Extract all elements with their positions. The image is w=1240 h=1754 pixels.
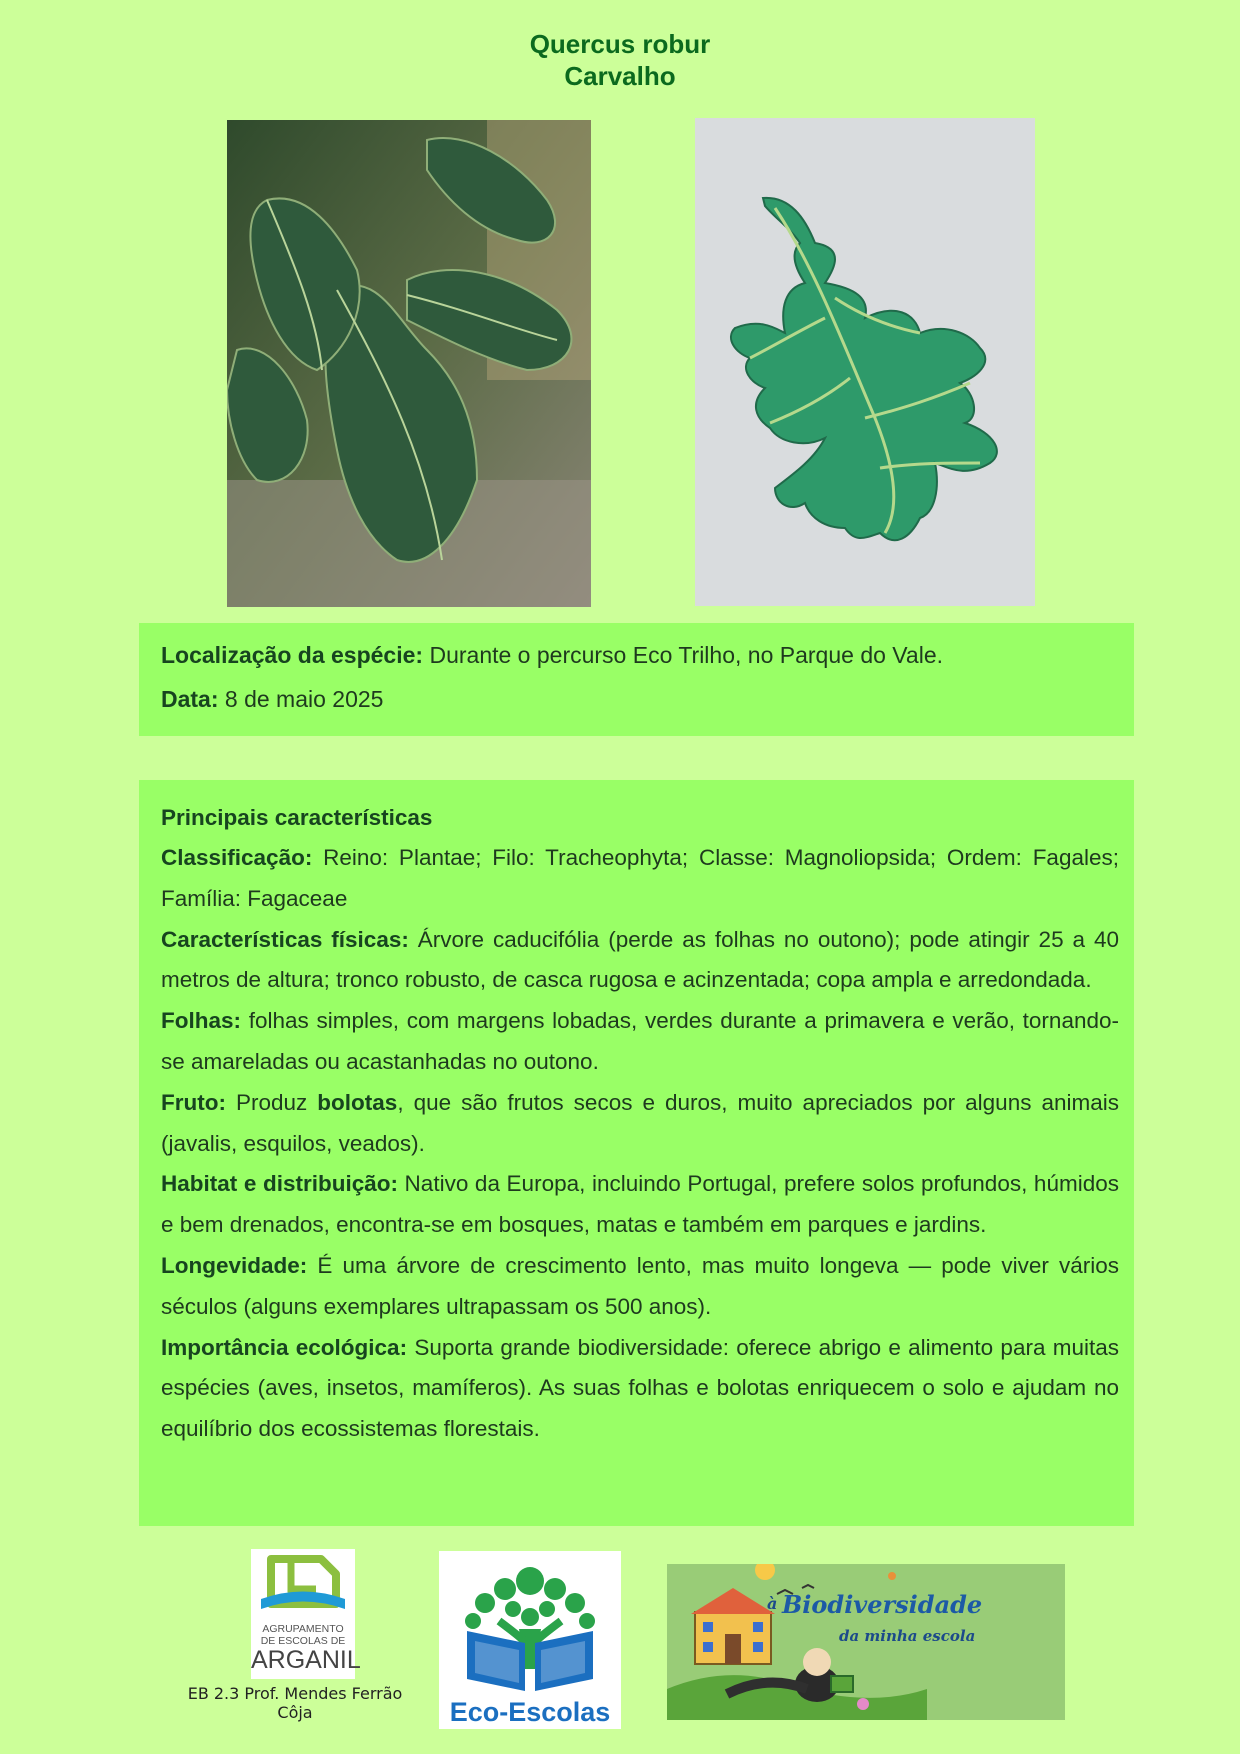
characteristic-text: Suporta grande biodiversidade: oferece abrigo e alimento para muitas espécies (aves, insetos, mamíferos). As suas folhas e bolotas enriquecem o solo e ajudam no equilíbrio dos ecossistemas florestais.: [161, 1334, 1119, 1442]
date-label: Data:: [161, 686, 219, 712]
location-value: Durante o percurso Eco Trilho, no Parque do Vale.: [423, 642, 944, 668]
characteristic-label: Fruto:: [161, 1089, 226, 1115]
characteristic-longevity: [161, 1246, 1119, 1328]
location-label: Localização da espécie:: [161, 642, 424, 668]
arganil-emblem-icon: [251, 1549, 355, 1619]
oak-leaf-drawing: [695, 118, 1035, 606]
school-town: Côja: [277, 1703, 313, 1722]
biodiversidade-prefix: à: [767, 1594, 778, 1613]
characteristic-label: Folhas:: [161, 1008, 242, 1034]
characteristic-text: Árvore caducifólia (perde as folhas no outono); pode atingir 25 a 40 metros de altura; tronco robusto, de casca rugosa e acinzentada; copa ampla e arredondada.: [161, 926, 1119, 993]
date-value: 8 de maio 2025: [218, 686, 384, 712]
oak-leaf-photo: [227, 120, 591, 607]
characteristic-text: Nativo da Europa, incluindo Portugal, prefere solos profundos, húmidos e bem drenados, encontra-se em bosques, matas e também em parques e jardins.: [161, 1171, 1119, 1238]
arganil-logo-name: ARGANIL: [251, 1646, 361, 1674]
characteristic-label: Longevidade:: [161, 1252, 308, 1278]
arganil-logo-line1: AGRUPAMENTO: [262, 1623, 344, 1635]
biodiversidade-logo: [667, 1564, 1065, 1720]
characteristic-text: Reino: Plantae; Filo: Tracheophyta; Classe: Magnoliopsida; Ordem: Fagales; Família: Fagaceae: [161, 845, 1119, 911]
eco-escolas-label: Eco-Escolas: [449, 1697, 611, 1727]
characteristic-text: É uma árvore de crescimento lento, mas muito longeva — pode viver vários séculos (alguns exemplares ultrapassam os 500 anos).: [161, 1252, 1119, 1319]
characteristic-label: Classificação:: [161, 845, 313, 870]
characteristic-leaves: [161, 1001, 1119, 1083]
characteristics-heading: Principais características: [161, 805, 433, 830]
date-line: [161, 684, 1112, 714]
characteristic-text: Produz: [225, 1089, 318, 1115]
characteristic-physical: [161, 920, 1119, 1002]
characteristic-fruit: [161, 1083, 1119, 1165]
characteristic-text: folhas simples, com margens lobadas, verdes durante a primavera e verão, tornando-se amareladas ou acastanhadas no outono.: [161, 1008, 1119, 1074]
characteristic-label: Habitat e distribuição:: [161, 1171, 398, 1197]
characteristic-classification: [161, 838, 1119, 920]
eco-escolas-logo: [439, 1551, 621, 1729]
eco-escolas-emblem-icon: [439, 1551, 621, 1729]
arganil-logo: [251, 1549, 361, 1679]
biodiversidade-subtitle: da minha escola: [839, 1627, 976, 1645]
location-line: [161, 640, 1112, 670]
characteristics-box: [139, 780, 1134, 1526]
characteristic-bold-text: bolotas: [317, 1089, 398, 1115]
characteristic-habitat: [161, 1164, 1119, 1246]
species-scientific-name: Quercus robur: [529, 29, 711, 59]
characteristic-label: Características físicas:: [161, 926, 409, 952]
characteristic-label: Importância ecológica:: [161, 1334, 408, 1360]
biodiversidade-title: Biodiversidade: [782, 1590, 983, 1619]
species-common-name: Carvalho: [564, 61, 676, 91]
characteristic-text: , que são frutos secos e duros, muito apreciados por alguns animais (javalis, esquilos, veados).: [161, 1089, 1120, 1156]
school-name: EB 2.3 Prof. Mendes Ferrão: [187, 1684, 403, 1703]
characteristic-ecology: [161, 1328, 1119, 1450]
arganil-logo-line2: DE ESCOLAS DE: [260, 1635, 346, 1647]
location-info-box: [139, 623, 1134, 736]
